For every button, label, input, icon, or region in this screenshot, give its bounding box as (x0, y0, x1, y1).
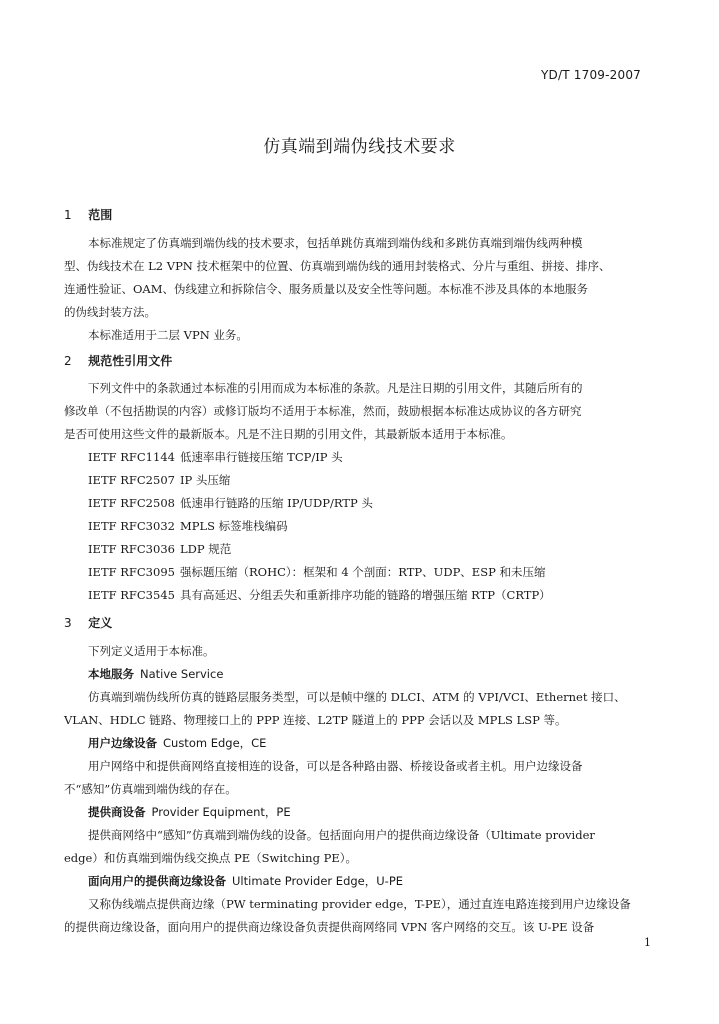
term-en: Provider Equipment，PE (151, 805, 291, 819)
section-number: 3 (64, 616, 72, 630)
section-2-heading (64, 352, 172, 369)
paragraph-line: 本标准规定了仿真端到端伪线的技术要求，包括单跳仿真端到端伪线和多跳仿真端到端伪线两种模 (88, 236, 583, 250)
term-heading (88, 804, 291, 820)
section-title: 范围 (88, 208, 113, 222)
reference-code: IETF RFC2508 (88, 496, 175, 510)
term-en: Ultimate Provider Edge，U-PE (232, 874, 404, 888)
paragraph-line: edge）和仿真端到端伪线交换点 PE（Switching PE）。 (64, 851, 357, 865)
paragraph-line: 的伪线封装方法。 (64, 305, 156, 319)
paragraph-line: 不“感知”仿真端到端伪线的存在。 (64, 782, 237, 796)
reference-title: LDP 规范 (180, 542, 232, 556)
reference-code: IETF RFC3095 (88, 565, 175, 579)
reference-code: IETF RFC3036 (88, 542, 175, 556)
term-en: Native Service (140, 667, 224, 681)
document-title: 仿真端到端伪线技术要求 (263, 137, 456, 157)
reference-title: 具有高延迟、分组丢失和重新排序功能的链路的增强压缩 RTP（CRTP） (180, 588, 551, 602)
paragraph-line: 的提供商边缘设备，面向用户的提供商边缘设备负责提供商网络同 VPN 客户网络的交互。该 U-PE 设备 (64, 920, 595, 934)
paragraph-line: 本标准适用于二层 VPN 业务。 (88, 328, 248, 342)
term-heading (88, 873, 403, 889)
reference-code: IETF RFC3545 (88, 588, 175, 602)
term-en: Custom Edge，CE (163, 736, 267, 750)
term-heading (88, 666, 223, 682)
term-cn: 用户边缘设备 (88, 736, 157, 750)
paragraph-line: 用户网络中和提供商网络直接相连的设备，可以是各种路由器、桥接设备或者主机。用户边缘设备 (88, 759, 583, 773)
reference-item (88, 564, 545, 580)
reference-title: 强标题压缩（ROHC）：框架和 4 个剖面：RTP、UDP、ESP 和未压缩 (180, 565, 546, 579)
paragraph-line: 连通性验证、OAM、伪线建立和拆除信令、服务质量以及安全性等问题。本标准不涉及具体的本地服务 (64, 282, 589, 296)
reference-title: MPLS 标签堆栈编码 (180, 519, 288, 533)
term-cn: 提供商设备 (88, 805, 146, 819)
paragraph-line: 仿真端到端伪线所仿真的链路层服务类型，可以是帧中继的 DLCI、ATM 的 VPI/VCI、Ethernet 接口、 (88, 690, 626, 704)
reference-item (88, 495, 373, 511)
section-number: 1 (64, 208, 72, 222)
paragraph-line: 又称伪线端点提供商边缘（PW terminating provider edge，T-PE），通过直连电路连接到用户边缘设备 (88, 897, 631, 911)
section-3-heading (64, 614, 112, 631)
section-title: 定义 (88, 616, 113, 630)
reference-item (88, 472, 230, 488)
paragraph-line: 是否可使用这些文件的最新版本。凡是不注日期的引用文件，其最新版本适用于本标准。 (64, 427, 513, 441)
term-heading (88, 735, 266, 751)
section-title: 规范性引用文件 (88, 354, 173, 368)
term-cn: 本地服务 (88, 667, 134, 681)
paragraph-line: 修改单（不包括勘误的内容）或修订版均不适用于本标准，然而，鼓励根据本标准达成协议的各方研究 (64, 404, 582, 418)
reference-item (88, 518, 288, 534)
reference-item (88, 587, 551, 603)
paragraph-line: 下列定义适用于本标准。 (88, 644, 215, 658)
paragraph-line: 型、伪线技术在 L2 VPN 技术框架中的位置、仿真端到端伪线的通用封装格式、分片与重组、拼接、排序、 (64, 259, 611, 273)
reference-code: IETF RFC2507 (88, 473, 175, 487)
reference-item (88, 449, 343, 465)
section-number: 2 (64, 354, 72, 368)
standard-code: YD/T 1709-2007 (541, 68, 641, 82)
paragraph-line: 提供商网络中“感知”仿真端到端伪线的设备。包括面向用户的提供商边缘设备（Ultimate provider (88, 828, 595, 842)
reference-code: IETF RFC3032 (88, 519, 175, 533)
reference-title: IP 头压缩 (180, 473, 231, 487)
reference-title: 低速率串行链接压缩 TCP/IP 头 (180, 450, 343, 464)
paragraph-line: VLAN、HDLC 链路、物理接口上的 PPP 连接、L2TP 隧道上的 PPP 会话以及 MPLS LSP 等。 (64, 713, 567, 727)
term-cn: 面向用户的提供商边缘设备 (88, 874, 226, 888)
section-1-heading (64, 206, 112, 223)
page-number: 1 (644, 936, 651, 949)
reference-item (88, 541, 231, 557)
reference-title: 低速串行链路的压缩 IP/UDP/RTP 头 (180, 496, 373, 510)
paragraph-line: 下列文件中的条款通过本标准的引用而成为本标准的条款。凡是注日期的引用文件，其随后所有的 (88, 381, 583, 395)
reference-code: IETF RFC1144 (88, 450, 175, 464)
